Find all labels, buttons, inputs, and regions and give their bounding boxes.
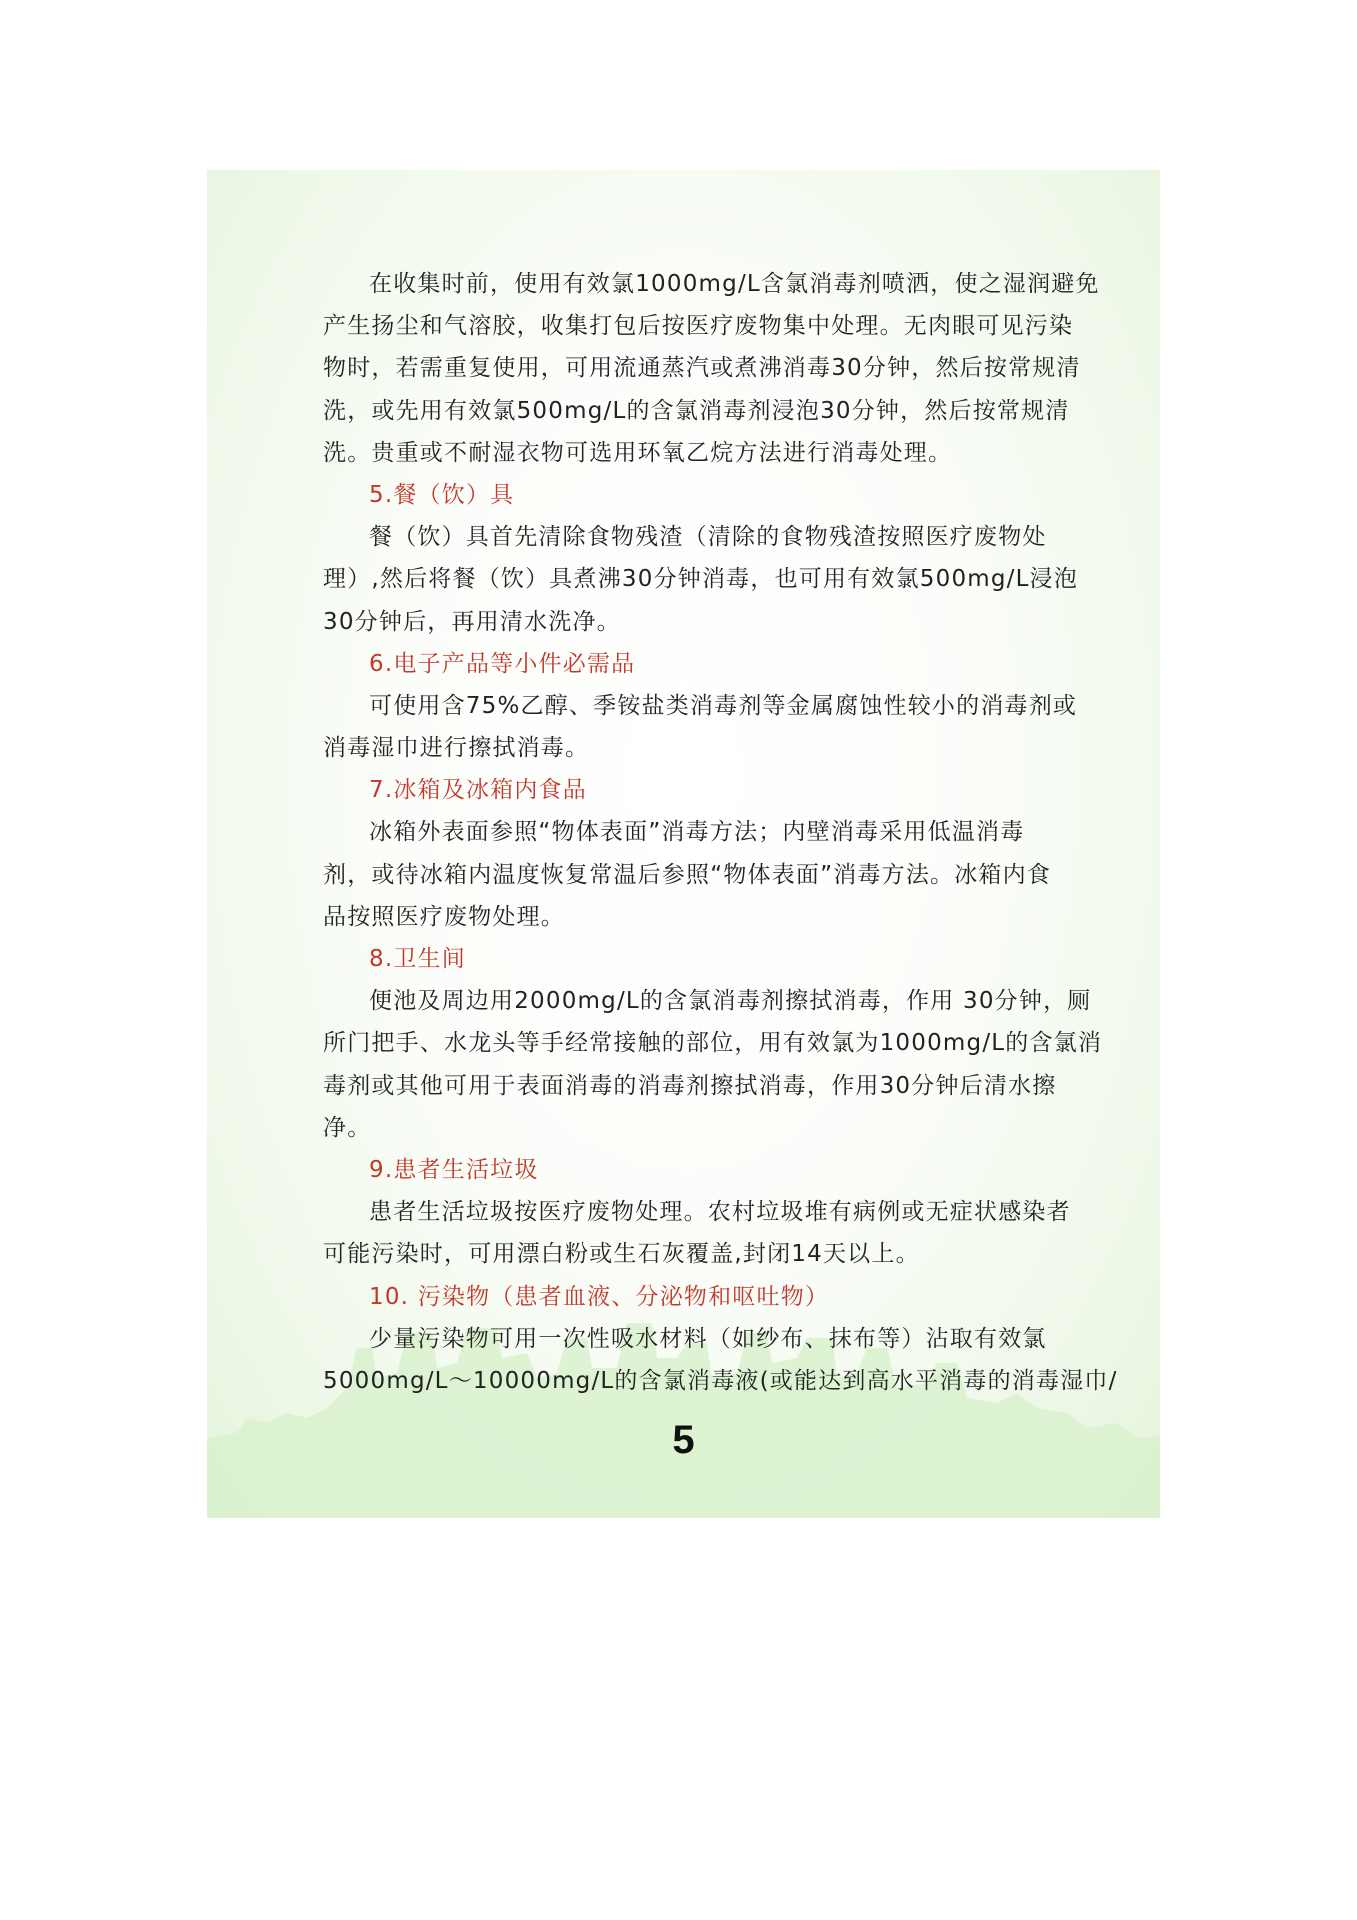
heading-text: 5.餐（饮）具 [369,481,515,508]
section-heading [323,938,1053,980]
paragraph-line: 理）,然后将餐（饮）具煮沸30分钟消毒，也可用有效氯500mg/L浸泡 [323,566,1079,593]
paragraph-line: 可能污染时，可用漂白粉或生石灰覆盖,封闭14天以上。 [323,1241,920,1268]
paragraph [323,980,1103,1149]
heading-text: 10. 污染物（患者血液、分泌物和呕吐物） [369,1283,830,1310]
document-page [207,170,1160,1518]
paragraph-line: 冰箱外表面参照“物体表面”消毒方法；内壁消毒采用低温消毒 [369,819,1025,846]
paragraph-line: 洗，或先用有效氯500mg/L的含氯消毒剂浸泡30分钟，然后按常规清 [323,397,1070,424]
page-number: 5 [672,1418,695,1462]
paragraph [323,1191,1071,1275]
heading-text: 7.冰箱及冰箱内食品 [369,777,587,804]
paragraph-line: 毒剂或其他可用于表面消毒的消毒剂擦拭消毒，作用30分钟后清水擦 [323,1072,1057,1099]
paragraph-line: 患者生活垃圾按医疗废物处理。农村垃圾堆有病例或无症状感染者 [369,1199,1071,1226]
paragraph-line: 可使用含75%乙醇、季铵盐类消毒剂等金属腐蚀性较小的消毒剂或 [369,692,1078,719]
document-body [323,263,1118,1402]
paragraph [323,1318,1118,1402]
section-heading [323,643,1053,685]
paragraph-line: 物时，若需重复使用，可用流通蒸汽或煮沸消毒30分钟，然后按常规清 [323,355,1081,382]
paragraph-line: 消毒湿巾进行擦拭消毒。 [323,735,590,762]
section-heading [323,769,1053,811]
paragraph-line: 产生扬尘和气溶胶，收集打包后按医疗废物集中处理。无肉眼可见污染 [323,313,1074,340]
paragraph [323,516,1079,643]
paragraph-line: 洗。贵重或不耐湿衣物可选用环氧乙烷方法进行消毒处理。 [323,439,953,466]
paragraph-line: 30分钟后，再用清水洗净。 [323,608,621,635]
paragraph-line: 5000mg/L～10000mg/L的含氯消毒液(或能达到高水平消毒的消毒湿巾/ [323,1367,1118,1394]
paragraph-line: 品按照医疗废物处理。 [323,903,565,930]
section-heading [323,1276,1053,1318]
heading-text: 8.卫生间 [369,946,466,972]
heading-text: 9.患者生活垃圾 [369,1156,539,1183]
paragraph-line: 少量污染物可用一次性吸水材料（如纱布、抹布等）沾取有效氯 [369,1325,1047,1352]
paragraph-line: 所门把手、水龙头等手经常接触的部位，用有效氯为1000mg/L的含氯消 [323,1030,1103,1057]
paragraph-line: 餐（饮）具首先清除食物残渣（清除的食物残渣按照医疗废物处 [369,524,1047,551]
section-heading [323,474,1053,516]
paragraph [323,811,1053,938]
heading-text: 6.电子产品等小件必需品 [369,650,636,677]
paragraph-line: 在收集时前，使用有效氯1000mg/L含氯消毒剂喷洒，使之湿润避免 [369,271,1100,297]
paragraph [323,263,1100,474]
section-heading [323,1149,1053,1191]
paragraph-line: 净。 [323,1114,372,1141]
paragraph-line: 便池及周边用2000mg/L的含氯消毒剂擦拭消毒，作用 30分钟，厕 [369,988,1092,1015]
paragraph-line: 剂，或待冰箱内温度恢复常温后参照“物体表面”消毒方法。冰箱内食 [323,861,1052,888]
paragraph [323,685,1078,769]
